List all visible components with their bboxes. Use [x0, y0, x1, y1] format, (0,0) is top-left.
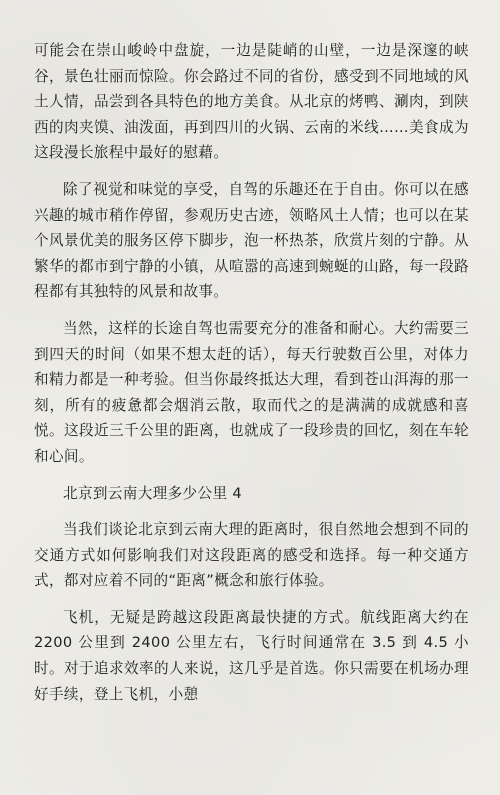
paragraph-4: 当我们谈论北京到云南大理的距离时，很自然地会想到不同的交通方式如何影响我们对这段距离的感受和选择。每一种交通方式，都对应着不同的“距离”概念和旅行体验。: [34, 521, 469, 590]
paragraph-3: 当然，这样的长途自驾也需要充分的准备和耐心。大约需要三到四天的时间（如果不想太赶的话），每天行驶数百公里，对体力和精力都是一种考验。但当你最终抵达大理，看到苍山洱海的那一刻，所有的疲惫都会烟消云散，取而代之的是满满的成就感和喜悦。这段近三千公里的距离，也就成了一段珍贵的回忆，刻在车轮和心间。: [34, 319, 469, 465]
paragraph-1: 可能会在崇山峻岭中盘旋，一边是陡峭的山壁，一边是深邃的峡谷，景色壮丽而惊险。你会路过不同的省份，感受到不同地域的风土人情，品尝到各具特色的地方美食。从北京的烤鸭、涮肉，到陕西的肉夹馍、油泼面，再到四川的火锅、云南的米线……美食成为这段漫长旅程中最好的慰藉。: [34, 42, 469, 162]
paragraph-5: 飞机，无疑是跨越这段距离最快捷的方式。航线距离大约在 2200 公里到 2400 公里左右，飞行时间通常在 3.5 到 4.5 小时。对于追求效率的人来说，这几乎是首选。你只需要在机场办理好手续，登上飞机，小憩: [34, 608, 469, 703]
paragraph-2: 除了视觉和味觉的享受，自驾的乐趣还在于自由。你可以在感兴趣的城市稍作停留，参观历史古迹，领略风土人情；也可以在某个风景优美的服务区停下脚步，泡一杯热茶，欣赏片刻的宁静。从繁华的都市到宁静的小镇，从喧嚣的高速到蜿蜒的山路，每一段路程都有其独特的风景和故事。: [34, 180, 469, 301]
section-heading: 北京到云南大理多少公里 4: [63, 484, 243, 502]
